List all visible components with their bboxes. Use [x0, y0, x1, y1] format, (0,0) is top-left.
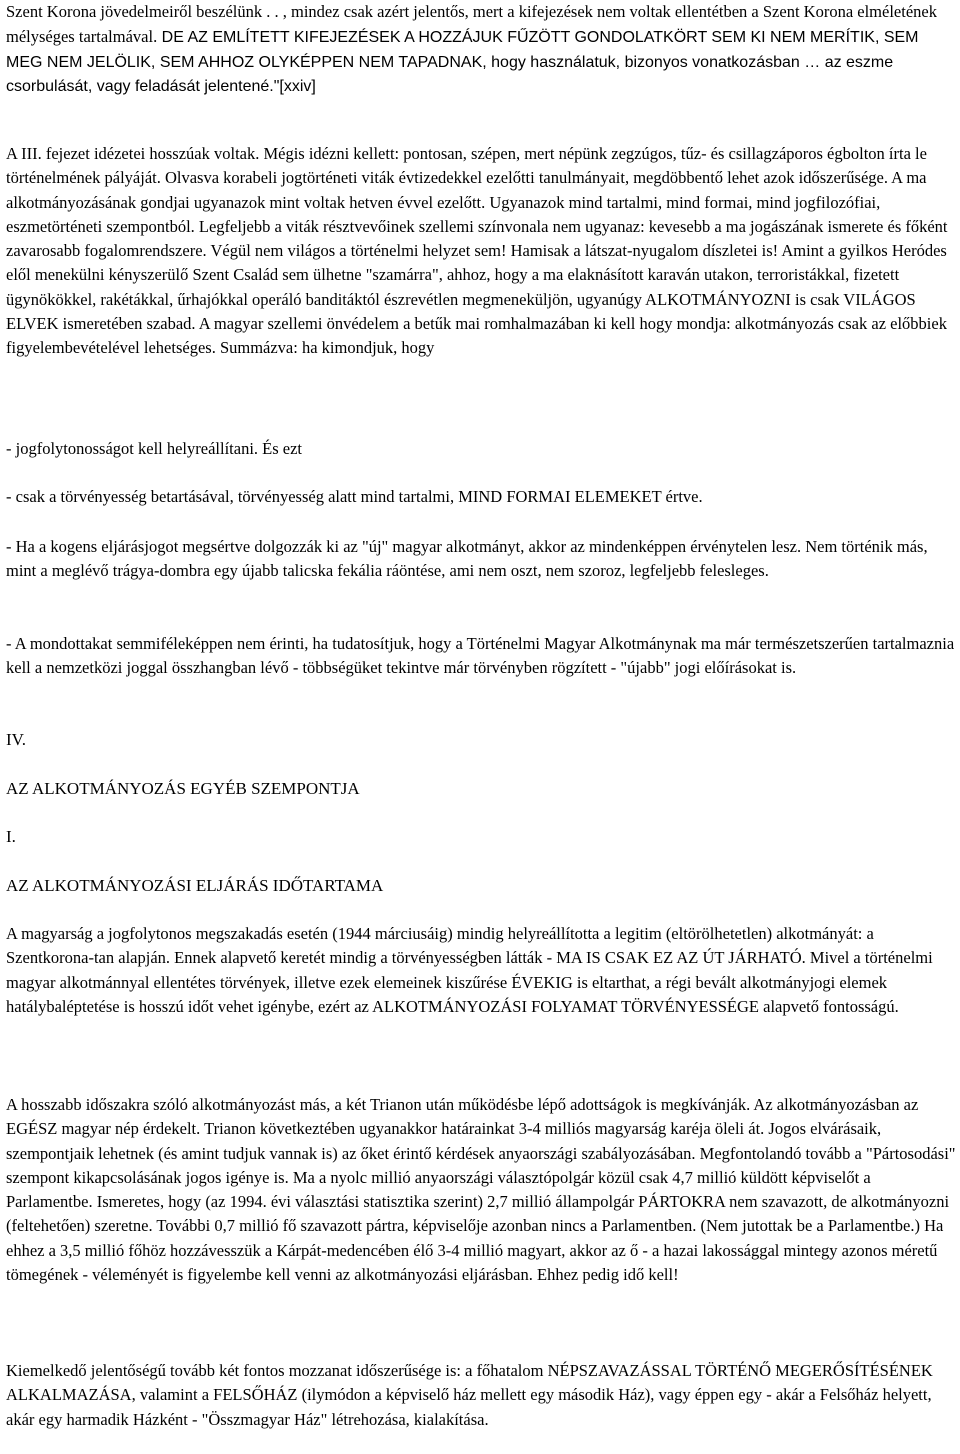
paragraph-chapter-three-summary: [6, 142, 956, 361]
list-item-international-law: [6, 632, 956, 681]
heading-text: AZ ALKOTMÁNYOZÁS EGYÉB SZEMPONTJA: [6, 779, 360, 798]
paragraph-referendum-upper-house: [6, 1359, 956, 1432]
list-item-procedural-law: [6, 535, 956, 584]
quote-text-part-2: DE AZ EMLÍTETT KIFEJEZÉSEK A HOZZÁJUK FŰZÖTT GONDOLATKÖRT SEM KI NEM MERÍTIK, SEM MEG NEM JELÖLIK, SEM AHHOZ OLYKÉPPEN NEM TAPADNAK, hogy használatuk, bizonyos vonatkozásban … az eszme csorbulását, vagy feladását jelentené."[xxiv]: [6, 29, 919, 95]
heading-text: I.: [6, 827, 16, 846]
paragraph-text: A magyarság a jogfolytonos megszakadás esetén (1944 márciusáig) mindig helyreállította a legitim (eltörölhetetlen) alkotmányát: a Szentkorona-tan alapján. Ennek alapvető keretét mindig a törvényességben látták - MA IS CSAK EZ AZ ÚT JÁRHATÓ. Mivel a történelmi magyar alkotmánnyal ellentétes törvények, illetve ezek elemeinek kiszűrése ÉVEKIG is eltarthat, a régi bevált alkotmányjogi elemek hatálybaléptetése is hosszú időt vehet igénybe, ezért az ALKOTMÁNYOZÁSI FOLYAMAT TÖRVÉNYESSÉGE alapvető fontosságú.: [6, 924, 933, 1016]
heading-roman-four: [6, 728, 956, 752]
paragraph-text: - Ha a kogens eljárásjogot megsértve dolgozzák ki az "új" magyar alkotmányt, akkor az mindenképpen érvénytelen lesz. Nem történik más, mint a meglévő trágya-dombra egy újabb talicska fekália ráöntése, ami nem oszt, nem szoroz, legfeljebb felesleges.: [6, 537, 928, 581]
paragraph-text: [6, 0, 956, 99]
heading-roman-one: [6, 825, 956, 849]
heading-text: AZ ALKOTMÁNYOZÁSI ELJÁRÁS IDŐTARTAMA: [6, 876, 384, 895]
section-title: [6, 874, 956, 898]
heading-text: IV.: [6, 730, 26, 749]
paragraph-text: - jogfolytonosságot kell helyreállítani. És ezt: [6, 439, 303, 458]
paragraph-text: A III. fejezet idézetei hosszúak voltak. Mégis idézni kellett: pontosan, szépen, mert népünk zegzúgos, tűz- és csillagzáporos égbolton írta le történelmének pályáját. Olvasva korabeli jogtörténeti viták évtizedekkel ezelőtti tanulmányait, megdöbbentő lehet azok időszerűsége. A ma alkotmányozásának gondjai ugyanazok mint voltak hetven évvel ezelőtt. Ugyanazok mind tartalmi, mind formai, mind jogfilozófiai, eszmetörténeti szempontból. Legfeljebb a viták résztvevőinek szellemi színvonala nem ugyanaz: kevesebb a ma jogászának ismerete és főként zavarosabb fogalomrendszere. Végül nem világos a történelmi helyzet sem! Hamisak a látszat-nyugalom díszletei is! Amint a gyilkos Heródes elől menekülni kényszerülő Szent Család sem ülhetne "szamárra", ahhoz, hogy a ma elaknásított karaván utakon, terroristákkal, fizetett ügynökökkel, rakétákkal, űrhajókkal operáló banditáktól észrevétlen megmeneküljön, ugyanúgy ALKOTMÁNYOZNI is csak VILÁGOS ELVEK ismeretében szabad. A magyar szellemi önvédelem a betűk mai romhalmazában ki kell hogy mondja: alkotmányozás csak az előbbiek figyelembevételével lehetséges. Summázva: ha kimondjuk, hogy: [6, 144, 948, 358]
list-item-continuity: [6, 437, 956, 461]
list-item-legality: [6, 485, 956, 509]
paragraph-long-term-constitution: [6, 1093, 956, 1287]
paragraph-intro-quote: [6, 0, 956, 99]
paragraph-text: Kiemelkedő jelentőségű tovább két fontos mozzanat időszerűsége is: a főhatalom NÉPSZAVAZÁSSAL TÖRTÉNŐ MEGERŐSÍTÉSÉNEK ALKALMAZÁSA, valamint a FELSŐHÁZ (ilymódon a képviselő ház mellett egy második Ház), vagy éppen egy - akár a Felsőház helyett, akár egy harmadik Házként - "Összmagyar Ház" létrehozása, kialakítása.: [6, 1361, 933, 1429]
paragraph-text: - A mondottakat semmiféleképpen nem érinti, ha tudatosítjuk, hogy a Történelmi Magyar Alkotmánynak ma már természetszerűen tartalmaznia kell a nemzetközi joggal összhangban lévő - többségüket tekintve már törvényben rögzített - "újabb" jogi előírásokat is.: [6, 634, 955, 678]
quote-text-part-1: Szent Korona jövedelmeiről beszélünk . . , mindez csak azért jelentős, mert a kifejezések nem voltak ellentétben a Szent Korona elméletének mélységes tartalmával.: [6, 2, 937, 47]
paragraph-text: - csak a törvényesség betartásával, törvényesség alatt mind tartalmi, MIND FORMAI ELEMEKET értve.: [6, 487, 703, 506]
chapter-title: [6, 777, 956, 801]
paragraph-text: A hosszabb időszakra szóló alkotmányozást más, a két Trianon után működésbe lépő adottságok is megkívánják. Az alkotmányozásban az EGÉSZ magyar nép érdekelt. Trianon következtében ugyanakkor határainkat 3-4 milliós magyarság karéja öleli át. Jogos elvárásaik, szempontjaik lehetnek (és amint tudjuk vannak is) az őket érintő kérdések anyaországi szabályozásában. Megfontolandó tovább a "Pártosodási" szempont kikapcsolásának jogos igénye is. Ma a nyolc millió anyaországi választópolgár közül csak 4,7 millió küldött képviselőt a Parlamentbe. Ismeretes, hogy (az 1994. évi választási statisztika szerint) 2,7 millió állampolgár PÁRTOKRA nem szavazott, de alkotmányozni (feltehetően) szeretne. További 0,7 millió fő szavazott pártra, képviselője azonban nincs a Parlamentben. (Nem jutottak be a Parlamentbe.) Ha ehhez a 3,5 millió főhöz hozzávesszük a Kárpát-medencében élő 3-4 millió magyart, akkor az ő - a hazai lakossággal mintegy azonos méretű tömegének - véleményét is figyelembe kell venni az alkotmányozási eljárásban. Ehhez pedig idő kell!: [6, 1095, 956, 1285]
paragraph-legitimate-constitution: [6, 922, 956, 1019]
